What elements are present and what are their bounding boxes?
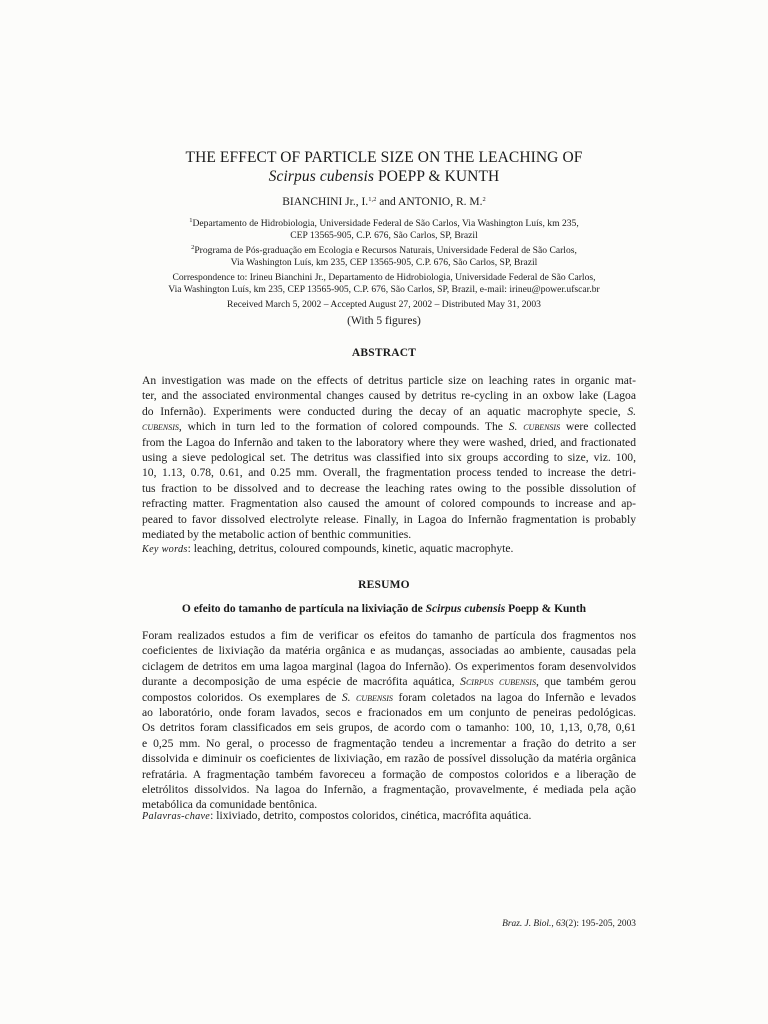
abstract-line: refracting matter. Fragmentation also caused the amount of colored compounds to increase and ap-	[142, 497, 636, 511]
resumo-line: Foram realizados estudos a fim de verificar os efeitos do tamanho de partícula dos fragmentos nos	[142, 629, 636, 642]
palavras-chave-text: : lixiviado, detrito, compostos coloridos, cinética, macrófita aquática.	[210, 809, 532, 822]
resumo-species: S. cubensis	[341, 690, 393, 704]
affiliation-1-sup: 1	[189, 217, 193, 224]
resumo-line	[142, 674, 636, 689]
abstract-line: tus fraction to be dissolved and to decrease the leaching rates owing to the possible dissolution of	[142, 481, 636, 495]
title-authority: POEPP & KUNTH	[378, 168, 500, 185]
resumo-line: eletrólitos dissolvidos. Na lagoa do Infernão, a fragmentação, provavelmente, é mediada pela ação	[142, 783, 636, 797]
abstract-line	[142, 404, 636, 419]
journal-volume: 63	[556, 919, 566, 929]
resumo-title	[100, 603, 668, 615]
journal-name: Braz. J. Biol.,	[502, 919, 554, 929]
correspondence-line-2: Via Washington Luís, km 235, CEP 13565-905, C.P. 676, São Carlos, SP, Brazil, e-mail: irineu@power.ufscar.br	[168, 283, 600, 295]
abstract-line-text: which in turn led to the formation of colored compounds. The	[187, 420, 503, 434]
affiliation-2-line-1	[100, 245, 668, 257]
keywords-label: Key words	[142, 544, 188, 555]
journal-citation	[502, 919, 636, 929]
affiliation-2	[100, 245, 668, 269]
abstract-line	[142, 419, 636, 434]
resumo-line: ao laboratório, onde foram lavados, secos e fracionados em um conjunto de peneiras pedológicas.	[142, 706, 636, 720]
abstract-line: 10, 1.13, 0.78, 0.61, and 0.25 mm. Overall, the fragmentation process tended to increase the detri-	[142, 466, 636, 480]
resumo-line	[142, 690, 636, 705]
resumo-species: Scirpus cubensis	[460, 675, 536, 689]
resumo-line: ciclagem de detritos em uma lagoa marginal (lagoa do Infernão). Os experimentos foram desenvolvidos	[142, 659, 636, 673]
resumo-line: e 0,25 mm. No geral, o processo de fragmentação tendeu a incrementar a fração do detrito a ser	[142, 736, 636, 750]
affiliation-1-line-2: CEP 13565-905, C.P. 676, São Carlos, SP, Brazil	[290, 229, 478, 241]
abstract-line-text: were collected	[565, 420, 637, 434]
affiliation-1	[100, 218, 668, 242]
resumo-heading: RESUMO	[358, 579, 410, 591]
abstract-line: mediated by the metabolic action of benthic communities.	[142, 528, 412, 542]
affiliation-2-sup: 2	[191, 244, 195, 251]
resumo-title-species: Scirpus cubensis	[425, 603, 506, 615]
author-2: ANTONIO, R. M.	[398, 196, 483, 208]
author-and: and	[379, 196, 396, 208]
resumo-line-text: durante a decomposição de uma espécie de macrófita aquática,	[142, 675, 455, 689]
abstract-line-text: do Infernão). Experiments were conducted during the decay of an aquatic macrophyte specie,	[142, 404, 621, 418]
resumo-line: coeficientes de lixiviação da matéria orgânica e as mudanças, associadas ao ambiente, causadas pela	[142, 644, 636, 658]
received-dates: Received March 5, 2002 – Accepted August 27, 2002 – Distributed May 31, 2003	[227, 299, 541, 310]
abstract-species-s: S.	[627, 404, 637, 418]
abstract-line: An investigation was made on the effects of detritus particle size on leaching rates in organic mat-	[142, 374, 636, 387]
resumo-line: metabólica da comunidade bentônica.	[142, 798, 318, 812]
resumo-body	[142, 628, 636, 813]
resumo-keywords	[142, 808, 636, 824]
abstract-species-full: S. cubensis	[508, 420, 561, 434]
paper-title	[100, 148, 668, 186]
title-species: Scirpus cubensis	[268, 168, 375, 185]
resumo-line-text: , que também gerou	[535, 675, 637, 689]
resumo-line: refratária. A fragmentação também favoreceu a formação de compostos coloridos e a liberação de	[142, 767, 636, 781]
affiliation-1-line-1	[100, 218, 668, 230]
resumo-line: Os detritos foram classificados em seis grupos, de acordo com o tamanho: 100, 10, 1,13, 0,78, 0,61	[142, 721, 636, 735]
journal-issue-pages: (2): 195-205, 2003	[565, 919, 636, 929]
affiliation-1-text: Departamento de Hidrobiologia, Universidade Federal de São Carlos, Via Washington Luís, km 235,	[192, 218, 579, 229]
title-line-1: THE EFFECT OF PARTICLE SIZE ON THE LEACHING OF	[185, 149, 583, 166]
resumo-title-pre: O efeito do tamanho de partícula na lixiviação de	[181, 603, 423, 615]
correspondence	[100, 272, 668, 296]
abstract-species-cubensis: cubensis,	[142, 420, 182, 434]
abstract-line: ter, and the associated environmental changes caused by detritus re-cycling in an oxbow lake (Lagoa	[142, 389, 636, 403]
abstract-line: peared to favor dissolved electrolyte release. Finally, in Lagoa do Infernão fragmentation is probably	[142, 512, 636, 526]
author-list	[100, 195, 668, 209]
resumo-line-text: foram coletados na lagoa do Infernão e levados	[398, 690, 636, 704]
affiliation-2-line-2: Via Washington Luís, km 235, CEP 13565-905, C.P. 676, São Carlos, SP, Brazil	[230, 256, 538, 268]
abstract-line: using a sieve pedological set. The detritus was classified into six groups according to size, viz. 100,	[142, 451, 636, 465]
title-line-2	[100, 167, 668, 186]
author-1-sup: 1,2	[368, 196, 377, 203]
abstract-heading: ABSTRACT	[351, 347, 417, 359]
abstract-keywords	[142, 541, 636, 557]
correspondence-line-1: Correspondence to: Irineu Bianchini Jr., Departamento de Hidrobiologia, Universidade Federal de São Carlos,	[172, 272, 596, 283]
keywords-text: : leaching, detritus, coloured compounds, kinetic, aquatic macrophyte.	[187, 542, 514, 555]
abstract-line: from the Lagoa do Infernão and taken to the laboratory where they were washed, dried, and fractionated	[142, 435, 636, 449]
author-2-sup: 2	[482, 196, 486, 203]
figure-count: (With 5 figures)	[347, 315, 421, 327]
abstract-body	[142, 373, 636, 542]
resumo-line-text: compostos coloridos. Os exemplares de	[142, 690, 337, 704]
palavras-chave-label: Palavras-chave	[142, 811, 211, 822]
affiliation-2-text: Programa de Pós-graduação em Ecologia e Recursos Naturais, Universidade Federal de São Carlos,	[194, 245, 577, 256]
resumo-line: dissolvida e diminuir os coeficientes de lixiviação, em razão de possível dissolução da matéria orgânica	[142, 752, 636, 766]
resumo-title-authority: Poepp & Kunth	[508, 603, 587, 615]
author-1: BIANCHINI Jr., I.	[282, 196, 369, 208]
